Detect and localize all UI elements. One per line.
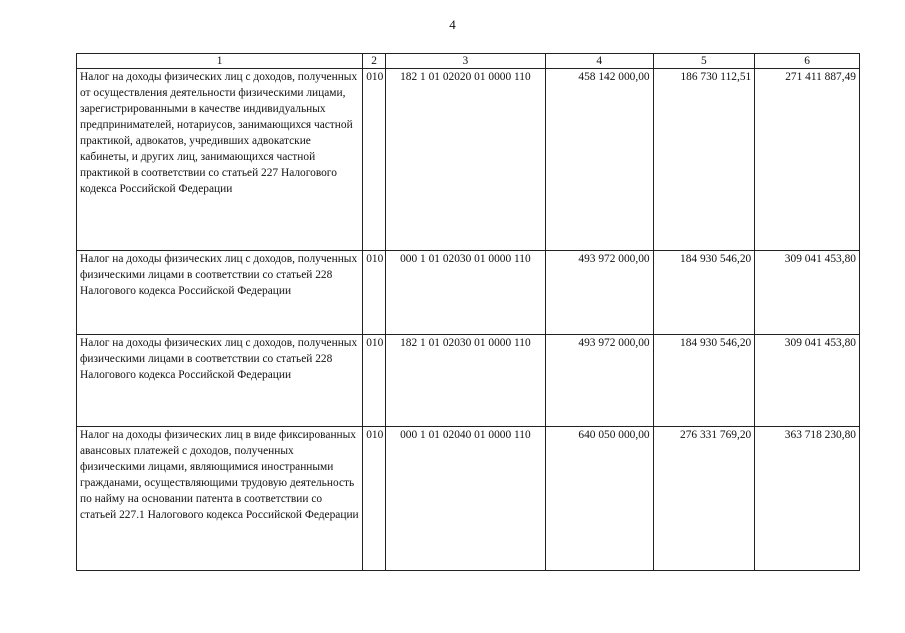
executed-amount: 184 930 546,20 <box>653 251 755 335</box>
column-header-1: 1 <box>77 54 363 69</box>
budget-classification-code: 182 1 01 02020 01 0000 110 <box>386 69 546 251</box>
unexecuted-amount: 309 041 453,80 <box>755 335 860 427</box>
approved-amount: 640 050 000,00 <box>545 427 653 571</box>
unexecuted-amount: 363 718 230,80 <box>755 427 860 571</box>
income-name: Налог на доходы физических лиц с доходов, полученных от осуществления деятельности физическими лицами, зарегистрированными в качестве индивидуальных предпринимателей, нотариусов, занимающихся частной практикой, адвокатов, учредивших адвокатские кабинеты, и других лиц, занимающихся частной практикой в соответствии со статьей 227 Налогового кодекса Российской Федерации <box>77 69 363 251</box>
approved-amount: 458 142 000,00 <box>545 69 653 251</box>
column-header-4: 4 <box>545 54 653 69</box>
income-name: Налог на доходы физических лиц с доходов, полученных физическими лицами в соответствии со статьей 228 Налогового кодекса Российской Федерации <box>77 335 363 427</box>
column-number-row <box>77 54 860 69</box>
table-row <box>77 427 860 571</box>
column-header-6: 6 <box>755 54 860 69</box>
line-code: 010 <box>363 335 386 427</box>
column-header-5: 5 <box>653 54 755 69</box>
executed-amount: 186 730 112,51 <box>653 69 755 251</box>
line-code: 010 <box>363 251 386 335</box>
unexecuted-amount: 309 041 453,80 <box>755 251 860 335</box>
page-number: 4 <box>449 17 456 32</box>
approved-amount: 493 972 000,00 <box>545 335 653 427</box>
line-code: 010 <box>363 69 386 251</box>
column-header-2: 2 <box>363 54 386 69</box>
income-name: Налог на доходы физических лиц с доходов, полученных физическими лицами в соответствии со статьей 228 Налогового кодекса Российской Федерации <box>77 251 363 335</box>
budget-classification-code: 182 1 01 02030 01 0000 110 <box>386 335 546 427</box>
executed-amount: 184 930 546,20 <box>653 335 755 427</box>
budget-report-table <box>76 53 860 571</box>
approved-amount: 493 972 000,00 <box>545 251 653 335</box>
table-row <box>77 335 860 427</box>
table-row <box>77 69 860 251</box>
income-name: Налог на доходы физических лиц в виде фиксированных авансовых платежей с доходов, полученных физическими лицами, являющимися иностранными гражданами, осуществляющими трудовую деятельность по найму на основании патента в соответствии со статьей 227.1 Налогового кодекса Российской Федерации <box>77 427 363 571</box>
unexecuted-amount: 271 411 887,49 <box>755 69 860 251</box>
budget-classification-code: 000 1 01 02040 01 0000 110 <box>386 427 546 571</box>
line-code: 010 <box>363 427 386 571</box>
budget-classification-code: 000 1 01 02030 01 0000 110 <box>386 251 546 335</box>
table-row <box>77 251 860 335</box>
executed-amount: 276 331 769,20 <box>653 427 755 571</box>
column-header-3: 3 <box>386 54 546 69</box>
